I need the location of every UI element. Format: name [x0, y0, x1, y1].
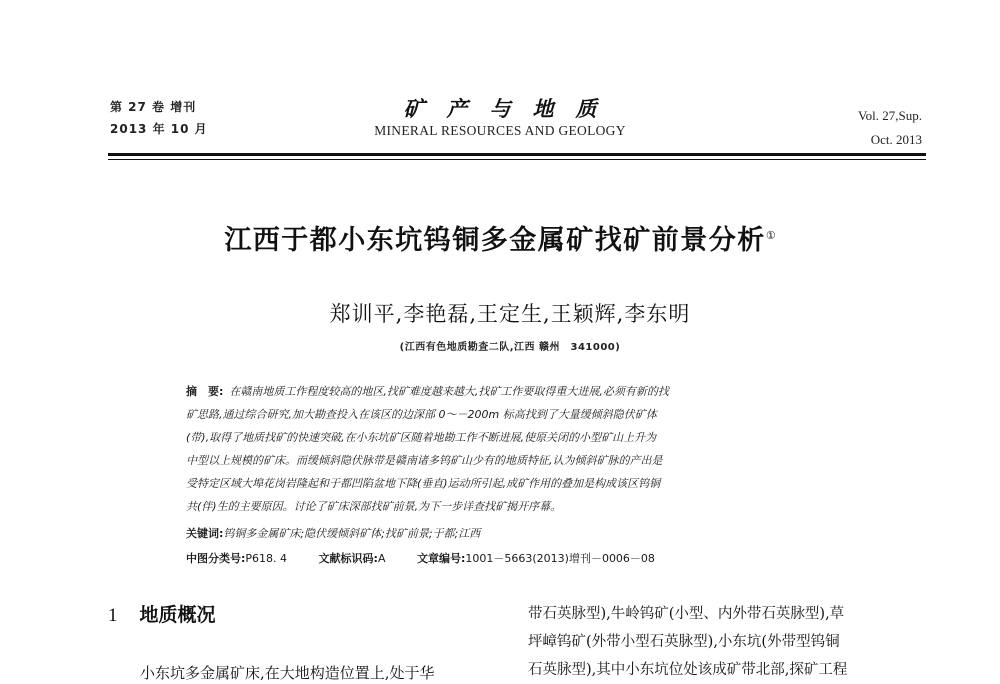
keywords-label: 关键词: — [186, 527, 224, 540]
header-rule-thick — [108, 153, 926, 156]
header-rule-thin — [108, 159, 926, 160]
header-left — [110, 96, 208, 140]
classification-line — [186, 550, 683, 566]
volume-en: Vol. 27,Sup. — [857, 108, 922, 123]
article-title — [100, 218, 900, 257]
abstract-line — [186, 380, 850, 403]
left-column-paragraph: 小东坑多金属矿床,在大地构造位置上,处于华 — [140, 664, 435, 682]
abstract-line: 受特定区域大埠花岗岩隆起和于都凹陷盆地下降(垂直)运动所引起,成矿作用的叠加是构成该区钨铜 — [186, 477, 661, 490]
title-footnote-mark: ① — [765, 229, 776, 242]
section-number: 1 — [108, 605, 118, 626]
abstract-block — [186, 380, 850, 518]
article-no-label: 文章编号: — [416, 552, 466, 565]
journal-name-en: MINERAL RESOURCES AND GEOLOGY — [374, 123, 626, 138]
abstract-line: 共(伴)生的主要原因。讨论了矿床深部找矿前景,为下一步详查找矿揭开序幕。 — [186, 500, 562, 513]
doc-code-label: 文献标识码: — [318, 552, 378, 565]
section-title: 地质概况 — [139, 604, 216, 626]
clc-segment — [186, 552, 287, 565]
article-title-text: 江西于都小东坑钨铜多金属矿找矿前景分析 — [224, 225, 766, 256]
abstract-line: (带),取得了地质找矿的快速突破,在小东坑矿区随着地勘工作不断进展,使原关闭的小型矿山上升为 — [186, 431, 657, 444]
keywords-line — [186, 525, 480, 541]
header-right — [858, 104, 922, 152]
right-column-line: 石英脉型),其中小东坑位处该成矿带北部,探矿工程 — [528, 662, 848, 678]
article-affiliation: (江西有色地质勘查二队,江西 赣州 341000) — [399, 342, 621, 353]
article-no-value: 1001－5663(2013)增刊－0006－08 — [465, 552, 655, 565]
right-column-line: 带石英脉型),牛岭钨矿(小型、内外带石英脉型),草 — [528, 606, 845, 622]
date-en: Oct. 2013 — [870, 132, 922, 147]
abstract-line: 矿思路,通过综合研究,加大勘查投入在该区的边深部 0～－200m 标高找到了大量缓倾斜隐伏矿体 — [186, 408, 657, 421]
volume-cn: 第 27 卷 增刊 — [110, 100, 197, 114]
journal-masthead — [330, 96, 670, 140]
article-authors: 郑训平,李艳磊,王定生,王颖辉,李东明 — [329, 302, 691, 326]
date-cn: 2013 年 10 月 — [110, 122, 208, 136]
section-heading — [108, 600, 216, 627]
article-no-segment — [417, 552, 655, 565]
abstract-label: 摘 要: — [186, 385, 224, 398]
doc-code-segment — [319, 552, 386, 565]
doc-code-value: A — [377, 552, 386, 565]
clc-value: P618. 4 — [245, 552, 288, 565]
journal-name-cn: 矿产与地质 — [403, 96, 619, 121]
right-column-line: 坪嶂钨矿(外带小型石英脉型),小东坑(外带型钨铜 — [528, 634, 840, 650]
right-column — [528, 600, 928, 684]
clc-label: 中图分类号: — [186, 552, 246, 565]
abstract-text: 在赣南地质工作程度较高的地区,找矿难度越来越大,找矿工作要取得重大进展,必须有新的找 — [229, 385, 669, 398]
abstract-line: 中型以上规模的矿床。而缓倾斜隐伏脉带是赣南诸多钨矿山少有的地质特征,认为倾斜矿脉的产出是 — [186, 454, 663, 467]
keywords-text: 钨铜多金属矿床;隐伏缓倾斜矿体;找矿前景;于都;江西 — [223, 527, 481, 540]
